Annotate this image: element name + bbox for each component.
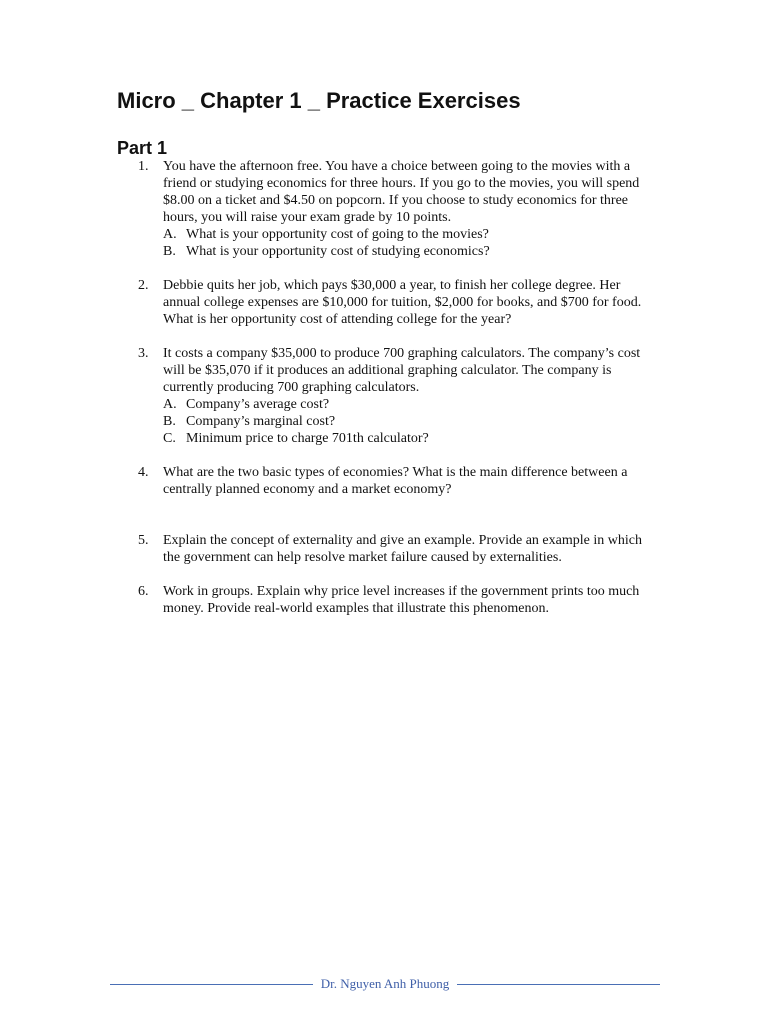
question-1 — [138, 158, 658, 260]
question-4 — [138, 464, 658, 498]
sub-question-list — [163, 396, 658, 447]
sub-question — [163, 396, 658, 413]
sub-question-list — [163, 226, 658, 260]
sub-question — [163, 430, 658, 447]
sub-question-letter: B. — [163, 414, 176, 429]
question-5 — [138, 532, 658, 566]
question-3 — [138, 345, 658, 447]
question-text: Work in groups. Explain why price level increases if the government prints too much money. Provide real-world examples that illustrate this phenomenon. — [163, 584, 640, 616]
question-list — [138, 158, 658, 617]
question-2 — [138, 277, 658, 328]
question-number: 1. — [138, 159, 149, 174]
sub-question-letter: C. — [163, 431, 176, 446]
sub-question-letter: B. — [163, 244, 176, 259]
question-number: 6. — [138, 584, 149, 599]
part-heading: Part 1 — [117, 138, 168, 158]
question-number: 4. — [138, 465, 149, 480]
question-text: Explain the concept of externality and give an example. Provide an example in which the government can help resolve market failure caused by externalities. — [163, 533, 642, 565]
sub-question-text: Company’s average cost? — [186, 397, 330, 412]
sub-question-text: What is your opportunity cost of going to the movies? — [186, 227, 489, 242]
sub-question-text: Minimum price to charge 701th calculator? — [186, 431, 429, 446]
footer-author: Dr. Nguyen Anh Phuong — [320, 976, 450, 991]
question-text: Debbie quits her job, which pays $30,000 a year, to finish her college degree. Her annual college expenses are $10,000 for tuition, $2,000 for books, and $700 for food. What is her opportunity cost of attending college for the year? — [163, 278, 642, 327]
sub-question-letter: A. — [163, 397, 177, 412]
question-text: You have the afternoon free. You have a choice between going to the movies with a friend or studying economics for three hours. If you go to the movies, you will spend $8.00 on a ticket and $4.50 on popcorn. If you choose to study economics for three hours, you will raise your exam grade by 10 points. — [163, 159, 640, 225]
question-number: 3. — [138, 346, 149, 361]
question-number: 5. — [138, 533, 149, 548]
sub-question — [163, 243, 658, 260]
page-footer — [110, 975, 660, 993]
sub-question-letter: A. — [163, 227, 177, 242]
footer-rule-right — [457, 984, 660, 985]
sub-question-text: What is your opportunity cost of studying economics? — [186, 244, 490, 259]
question-text: It costs a company $35,000 to produce 700 graphing calculators. The company’s cost will be $35,070 if it produces an additional graphing calculator. The company is currently producing 700 graphing calculators. — [163, 346, 641, 395]
question-6 — [138, 583, 658, 617]
sub-question — [163, 413, 658, 430]
sub-question — [163, 226, 658, 243]
question-number: 2. — [138, 278, 149, 293]
page-title: Micro _ Chapter 1 _ Practice Exercises — [117, 88, 521, 113]
footer-rule-left — [110, 984, 313, 985]
sub-question-text: Company’s marginal cost? — [186, 414, 336, 429]
question-text: What are the two basic types of economies? What is the main difference between a centrally planned economy and a market economy? — [163, 465, 628, 497]
